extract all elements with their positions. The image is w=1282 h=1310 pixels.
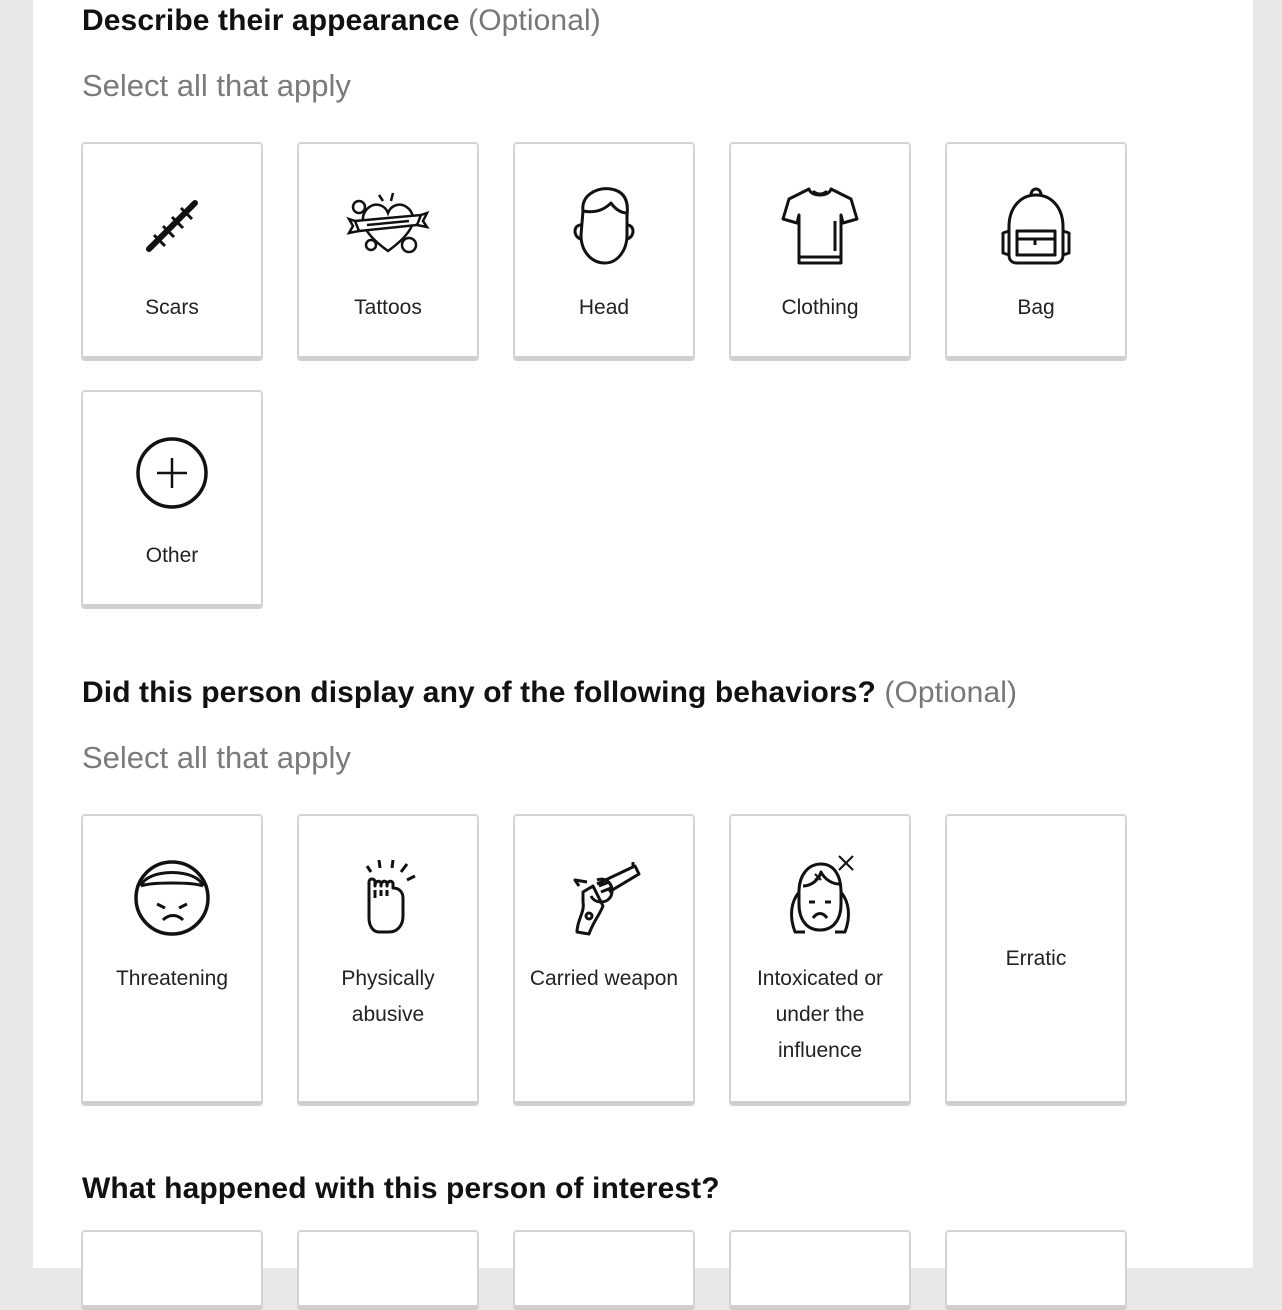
option-carried-weapon[interactable] <box>513 814 695 1106</box>
option-label: Threatening <box>115 967 229 990</box>
appearance-optional-tag: (Optional) <box>468 4 601 37</box>
backpack-icon <box>991 181 1081 271</box>
option-scars[interactable] <box>81 142 263 361</box>
outcome-option[interactable] <box>81 1230 263 1310</box>
option-label: Erratic <box>1005 947 1067 970</box>
appearance-title: Describe their appearance <box>82 4 460 37</box>
option-physically-abusive[interactable] <box>297 814 479 1106</box>
option-clothing[interactable] <box>729 142 911 361</box>
option-other[interactable] <box>81 390 263 609</box>
angry-face-icon <box>127 852 217 942</box>
outcome-option[interactable] <box>513 1230 695 1310</box>
option-erratic[interactable] <box>945 814 1127 1106</box>
option-label: Scars <box>145 296 199 319</box>
option-head[interactable] <box>513 142 695 361</box>
outcome-heading: What happened with this person of interest? <box>82 1172 720 1205</box>
plus-circle-icon <box>127 430 217 520</box>
dizzy-face-icon <box>775 852 865 942</box>
behaviors-heading <box>82 676 1017 710</box>
option-label: Other <box>145 544 199 567</box>
behaviors-hint: Select all that apply <box>82 740 351 775</box>
option-label: Head <box>578 296 630 319</box>
option-tattoos[interactable] <box>297 142 479 361</box>
option-intoxicated[interactable] <box>729 814 911 1106</box>
option-bag[interactable] <box>945 142 1127 361</box>
option-label: Bag <box>1017 296 1055 319</box>
appearance-hint: Select all that apply <box>82 68 351 103</box>
behaviors-title: Did this person display any of the following behaviors? <box>82 676 876 709</box>
option-threatening[interactable] <box>81 814 263 1106</box>
form-page <box>33 0 1253 1268</box>
option-label: Clothing <box>781 296 859 319</box>
head-icon <box>559 181 649 271</box>
option-label: Tattoos <box>354 296 422 319</box>
raised-fist-icon <box>343 852 433 942</box>
outcome-option[interactable] <box>297 1230 479 1310</box>
outcome-option[interactable] <box>945 1230 1127 1310</box>
option-label: Intoxicated or under the influence <box>756 967 884 1062</box>
scars-icon <box>127 181 217 271</box>
tattoo-heart-icon <box>343 181 433 271</box>
revolver-icon <box>559 852 649 942</box>
behaviors-optional-tag: (Optional) <box>884 676 1018 709</box>
option-label: Physically abusive <box>341 967 435 1026</box>
tshirt-icon <box>775 181 865 271</box>
appearance-heading <box>82 4 601 38</box>
option-label: Carried weapon <box>529 967 679 990</box>
outcome-option[interactable] <box>729 1230 911 1310</box>
